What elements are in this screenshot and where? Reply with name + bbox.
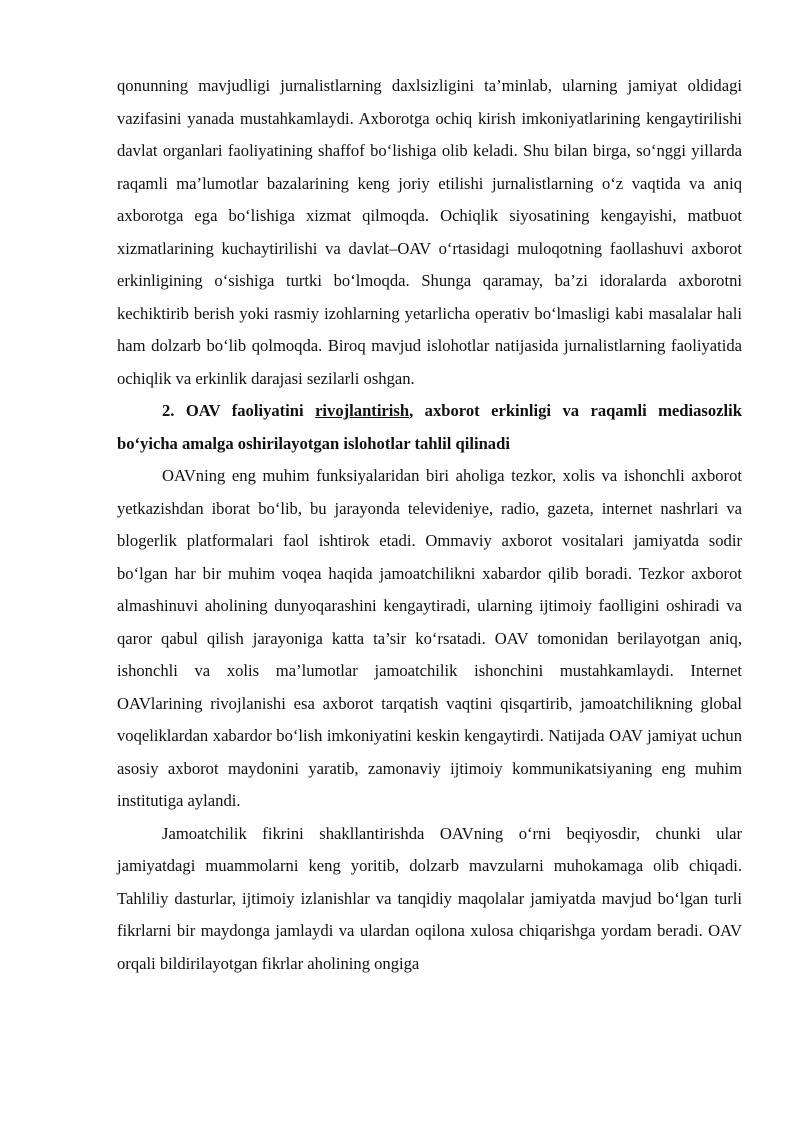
paragraph-opening: qonunning mavjudligi jurnalistlarning daxlsizligini ta’minlab, ularning jamiyat oldidagi vazifasini yanada mustahkamlaydi. Axborotga ochiq kirish imkoniyatlarining kengaytirilishi davlat organlari faoliyatining shaffof bo‘lishiga olib keladi. Shu bilan birga, so‘nggi yillarda raqamli ma’lumotlar bazalarining keng joriy etilishi jurnalistlarning o‘z vaqtida va aniq axborotga ega bo‘lishiga xizmat qilmoqda. Ochiqlik siyosatining kengayishi, matbuot xizmatlarining kuchaytirilishi va davlat–OAV o‘rtasidagi muloqotning faollashuvi axborot erkinligining o‘sishiga turtki bo‘lmoqda. Shunga qaramay, ba’zi idoralarda axborotni kechiktirib berish yoki rasmiy izohlarning yetarlicha operativ bo‘lmasligi kabi masalalar hali ham dolzarb bo‘lib qolmoqda. Biroq mavjud islohotlar natijasida jurnalistlarning faoliyatida ochiqlik va erkinlik darajasi sezilarli oshgan. [117,76,742,388]
document-page [117,70,742,980]
paragraph-oav-functions: OAVning eng muhim funksiyalaridan biri aholiga tezkor, xolis va ishonchli axborot yetkazishdan iborat bo‘lib, bu jarayonda televideniye, radio, gazeta, internet nashrlari va blogerlik platformalari faol ishtirok etadi. Ommaviy axborot vositalari jamiyatda sodir bo‘lgan har bir muhim voqea haqida jamoatchilikni xabardor qilib boradi. Tezkor axborot almashinuvi aholining dunyoqarashini kengaytiradi, ularning ijtimoiy faolligini oshiradi va qaror qabul qilish jarayoniga katta ta’sir ko‘rsatadi. OAV tomonidan berilayotgan aniq, ishonchli va xolis ma’lumotlar jamoatchilik ishonchini mustahkamlaydi. Internet OAVlarining rivojlanishi esa axborot tarqatish vaqtini qisqartirib, jamoatchilikning global voqeliklardan xabardor bo‘lish imkoniyatini keskin kengaytirdi. Natijada OAV jamiyat uchun asosiy axborot maydonini yaratib, zamonaviy ijtimoiy kommunikatsiyaning eng muhim institutiga aylandi. [117,466,742,810]
section-heading-underlined-word: rivojlantirish [315,401,410,420]
section-heading-end: , axborot erkinligi va raqamli mediasozlik bo‘yicha amalga oshirilayotgan islohotlar tahlil qilinadi [117,401,743,453]
paragraph-public-opinion: Jamoatchilik fikrini shakllantirishda OAVning o‘rni beqiyosdir, chunki ular jamiyatdagi muammolarni keng yoritib, dolzarb mavzularni muhokamaga olib chiqadi. Tahliliy dasturlar, ijtimoiy izlanishlar va tanqidiy maqolalar jamiyatda mavjud bo‘lgan turli fikrlarni bir maydonga jamlaydi va ulardan oqilona xulosa chiqarishga yordam beradi. OAV orqali bildirilayotgan fikrlar aholining ongiga [117,823,742,973]
section-heading [117,395,742,460]
section-heading-start: 2. OAV faoliyatini [162,401,316,420]
